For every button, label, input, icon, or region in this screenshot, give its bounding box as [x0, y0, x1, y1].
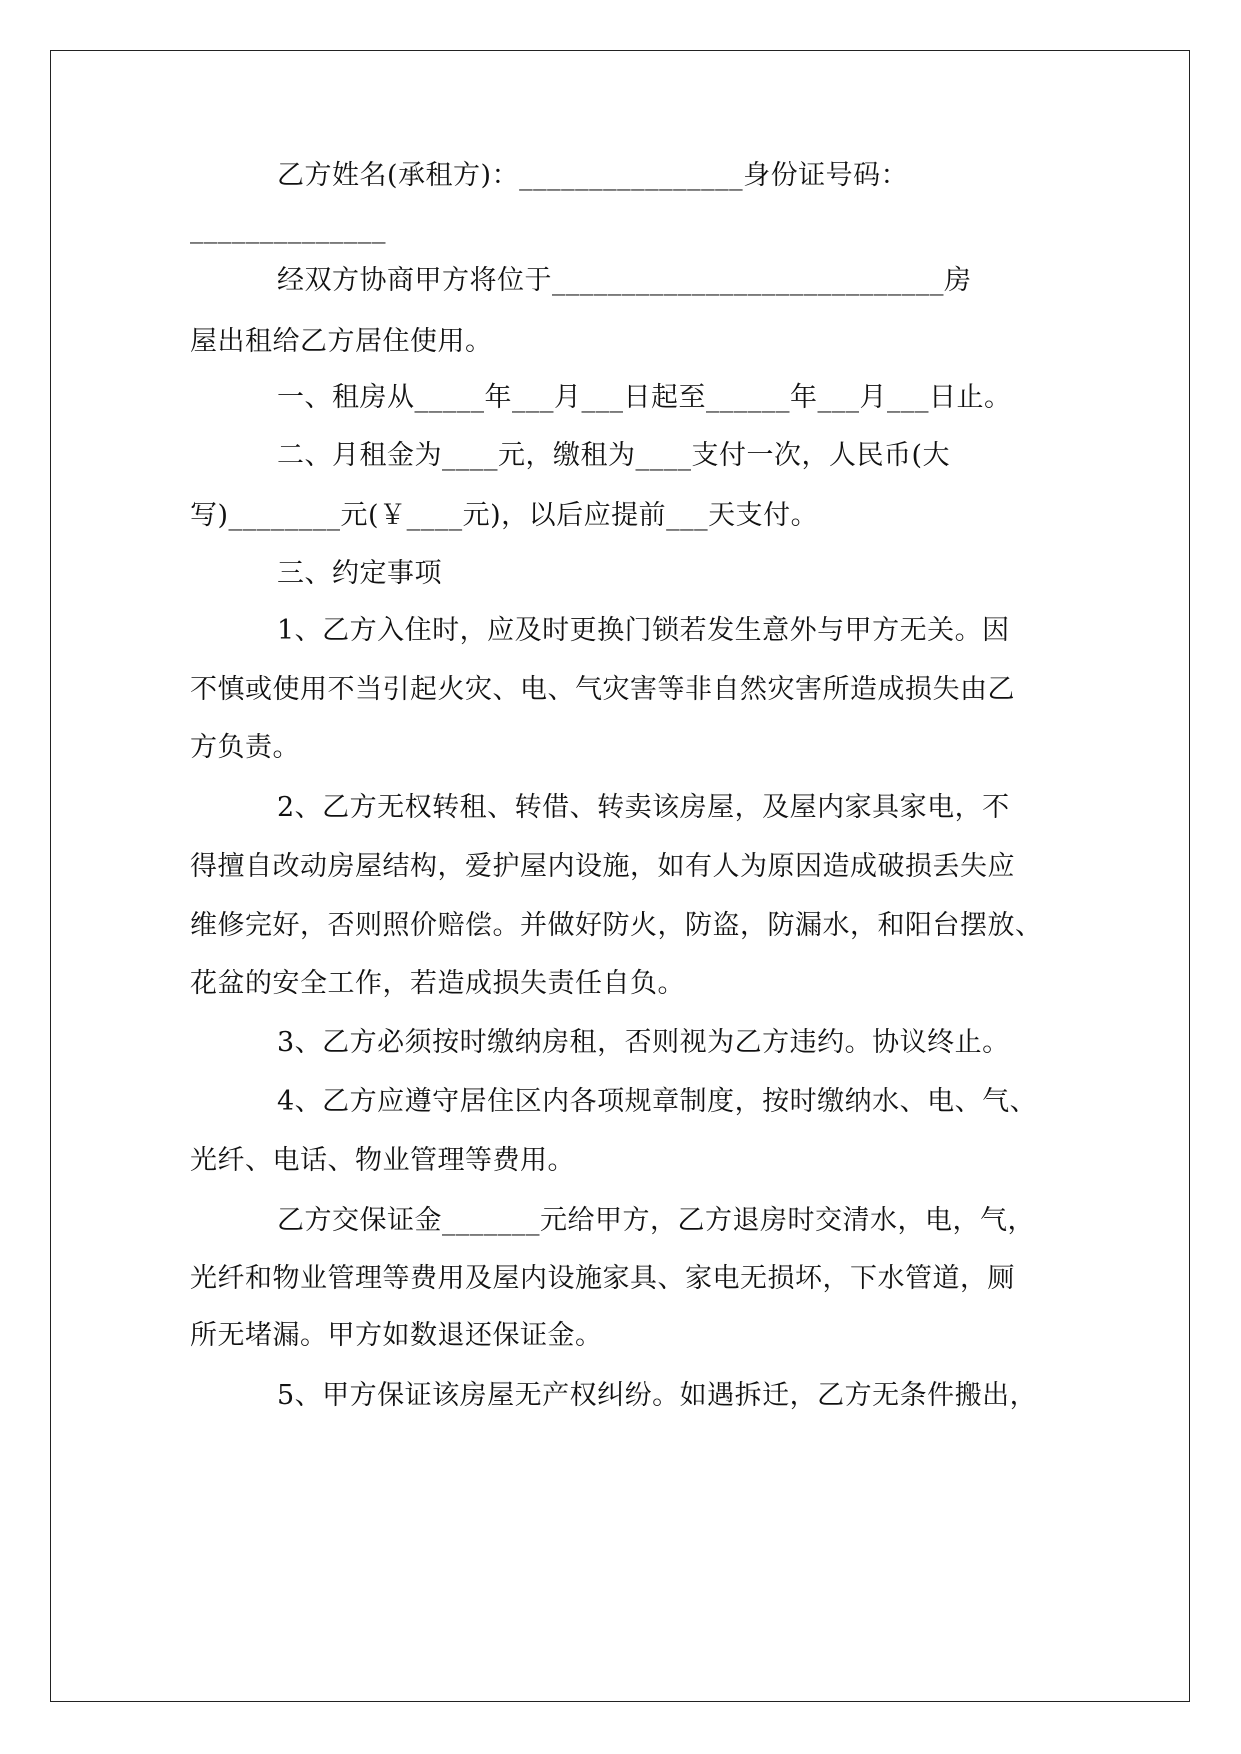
item-2-line-2: 得擅自改动房屋结构，爱护屋内设施，如有人为原因造成破损丢失应 [190, 851, 1015, 882]
item-5-line-1: 5、甲方保证该房屋无产权纠纷。如遇拆迁，乙方无条件搬出， [277, 1380, 1038, 1411]
item-2-line-4: 花盆的安全工作，若造成损失责任自负。 [190, 968, 685, 999]
deposit-line-3: 所无堵漏。甲方如数退还保证金。 [190, 1320, 603, 1351]
item-2-line-3: 维修完好，否则照价赔偿。并做好防火，防盗，防漏水，和阳台摆放、 [190, 910, 1043, 941]
property-location-line-cont: 屋出租给乙方居住使用。 [190, 326, 493, 357]
id-number-blank: ______________ [190, 213, 386, 244]
item-2-line-1: 2、乙方无权转租、转借、转卖该房屋，及屋内家具家电，不 [277, 792, 1010, 823]
item-3: 3、乙方必须按时缴纳房租，否则视为乙方违约。协议终止。 [277, 1027, 1010, 1058]
clause-2-rent-cont: 写)________元(￥____元)，以后应提前___天支付。 [190, 500, 819, 531]
item-1-line-1: 1、乙方入住时，应及时更换门锁若发生意外与甲方无关。因 [277, 615, 1010, 646]
clause-3-heading: 三、约定事项 [277, 558, 442, 589]
tenant-name-line: 乙方姓名(承租方)：________________身份证号码： [277, 160, 909, 191]
clause-1-lease-term: 一、租房从_____年___月___日起至______年___月___日止。 [277, 382, 1012, 413]
item-1-line-2: 不慎或使用不当引起火灾、电、气灾害等非自然灾害所造成损失由乙 [190, 674, 1015, 705]
item-1-line-3: 方负责。 [190, 732, 300, 763]
deposit-line-2: 光纤和物业管理等费用及屋内设施家具、家电无损坏，下水管道，厕 [190, 1263, 1015, 1294]
item-4-line-2: 光纤、电话、物业管理等费用。 [190, 1145, 575, 1176]
clause-2-rent: 二、月租金为____元，缴租为____支付一次，人民币(大 [277, 440, 951, 471]
item-4-line-1: 4、乙方应遵守居住区内各项规章制度，按时缴纳水、电、气、 [277, 1086, 1038, 1117]
deposit-line-1: 乙方交保证金_______元给甲方，乙方退房时交清水，电，气， [277, 1205, 1035, 1236]
property-location-line: 经双方协商甲方将位于____________________________房 [277, 265, 972, 296]
